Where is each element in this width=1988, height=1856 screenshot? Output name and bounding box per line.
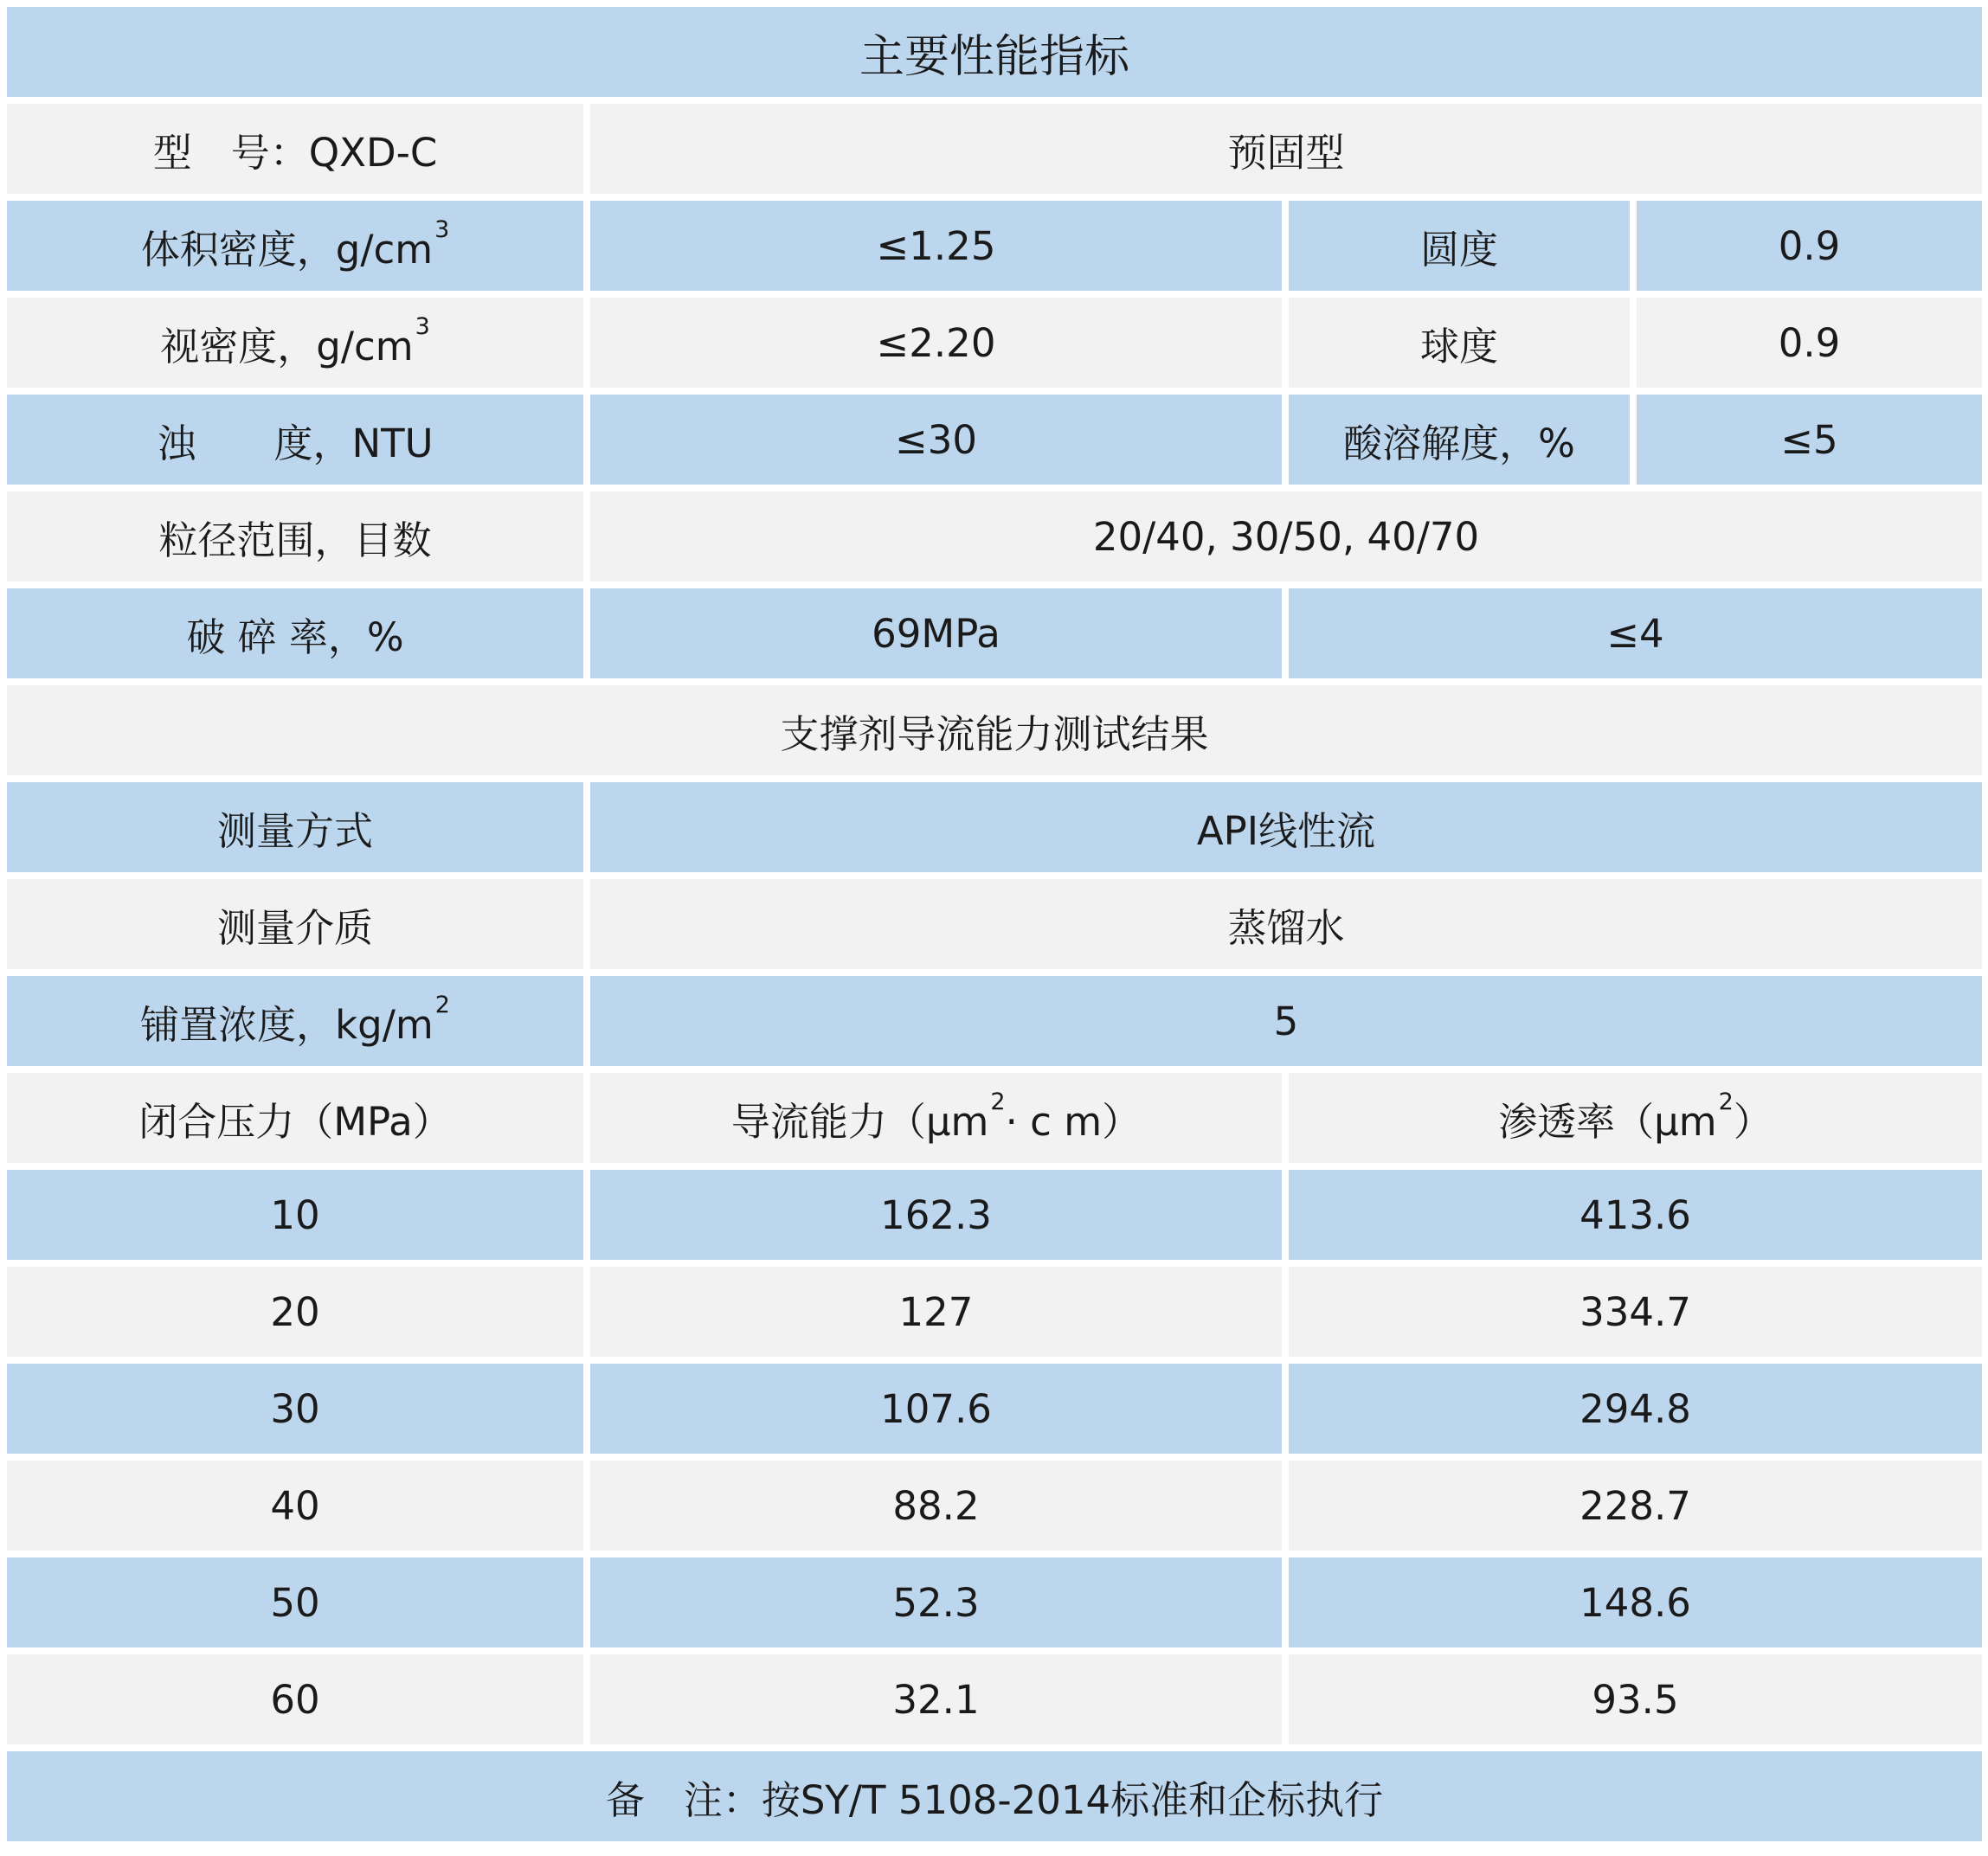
table-row	[7, 1170, 1982, 1260]
conductivity-cell: 107.6	[590, 1364, 1282, 1454]
footer-row	[7, 1751, 1982, 1841]
medium-label: 测量介质	[7, 879, 583, 969]
header-permeability: 渗透率（μm $^2$ ）	[1289, 1073, 1982, 1163]
header-closure-pressure: 闭合压力（MPa）	[7, 1073, 583, 1163]
conductivity-cell: 127	[590, 1267, 1282, 1357]
model-value: 预固型	[590, 104, 1982, 194]
permeability-cell: 93.5	[1289, 1654, 1982, 1744]
turbidity-row	[7, 395, 1982, 485]
permeability-cell: 413.6	[1289, 1170, 1982, 1260]
table-row	[7, 1461, 1982, 1551]
method-row	[7, 782, 1982, 872]
bulk-density-row	[7, 201, 1982, 291]
table-row	[7, 1557, 1982, 1647]
bulk-density-unit-sup: 3	[434, 215, 450, 243]
particle-size-value: 20/40, 30/50, 40/70	[590, 491, 1982, 581]
conductivity-section-title: 支撑剂导流能力测试结果	[7, 685, 1982, 775]
roundness-value: 0.9	[1637, 201, 1982, 291]
conductivity-section-row	[7, 685, 1982, 775]
crush-rate-pressure: 69MPa	[590, 588, 1282, 678]
crush-rate-row	[7, 588, 1982, 678]
conductivity-unit-sup: 2	[990, 1088, 1006, 1115]
sphericity-value: 0.9	[1637, 298, 1982, 388]
permeability-cell: 294.8	[1289, 1364, 1982, 1454]
main-title: 主要性能指标	[7, 7, 1982, 97]
performance-spec-sheet	[7, 7, 1982, 1850]
apparent-density-row	[7, 298, 1982, 388]
closure-pressure-cell: 20	[7, 1267, 583, 1357]
apparent-density-value: ≤2.20	[590, 298, 1282, 388]
apparent-density-unit-sup: 3	[415, 312, 430, 340]
permeability-unit-sup: 2	[1718, 1088, 1734, 1115]
concentration-value: 5	[590, 976, 1982, 1066]
closure-pressure-cell: 10	[7, 1170, 583, 1260]
permeability-cell: 334.7	[1289, 1267, 1982, 1357]
closure-pressure-cell: 40	[7, 1461, 583, 1551]
footer-note: 备 注：按SY/T 5108-2014标准和企标执行	[7, 1751, 1982, 1841]
conductivity-cell: 52.3	[590, 1557, 1282, 1647]
conductivity-cell: 32.1	[590, 1654, 1282, 1744]
closure-pressure-cell: 30	[7, 1364, 583, 1454]
medium-value: 蒸馏水	[590, 879, 1982, 969]
model-label: 型 号：QXD-C	[7, 104, 583, 194]
medium-row	[7, 879, 1982, 969]
particle-size-label: 粒径范围，目数	[7, 491, 583, 581]
acid-solubility-value: ≤5	[1637, 395, 1982, 485]
conductivity-cell: 162.3	[590, 1170, 1282, 1260]
permeability-cell: 148.6	[1289, 1557, 1982, 1647]
table-row	[7, 1364, 1982, 1454]
bulk-density-value: ≤1.25	[590, 201, 1282, 291]
model-row	[7, 104, 1982, 194]
table-row	[7, 1654, 1982, 1744]
bulk-density-label: 体积密度，g/cm $^3$	[7, 201, 583, 291]
main-title-row	[7, 7, 1982, 97]
table-header-row	[7, 1073, 1982, 1163]
crush-rate-value: ≤4	[1289, 588, 1982, 678]
turbidity-value: ≤30	[590, 395, 1282, 485]
turbidity-label: 浊 度，NTU	[7, 395, 583, 485]
acid-solubility-label: 酸溶解度，%	[1289, 395, 1630, 485]
method-label: 测量方式	[7, 782, 583, 872]
table-row	[7, 1267, 1982, 1357]
closure-pressure-cell: 50	[7, 1557, 583, 1647]
method-value: API线性流	[590, 782, 1982, 872]
closure-pressure-cell: 60	[7, 1654, 583, 1744]
header-conductivity: 导流能力（μm $^2$ · c m）	[590, 1073, 1282, 1163]
concentration-row	[7, 976, 1982, 1066]
concentration-label: 铺置浓度，kg/m $^2$	[7, 976, 583, 1066]
crush-rate-label: 破 碎 率，%	[7, 588, 583, 678]
sphericity-label: 球度	[1289, 298, 1630, 388]
concentration-unit-sup: 2	[434, 991, 450, 1018]
permeability-cell: 228.7	[1289, 1461, 1982, 1551]
apparent-density-label: 视密度，g/cm $^3$	[7, 298, 583, 388]
conductivity-cell: 88.2	[590, 1461, 1282, 1551]
roundness-label: 圆度	[1289, 201, 1630, 291]
particle-size-row	[7, 491, 1982, 581]
